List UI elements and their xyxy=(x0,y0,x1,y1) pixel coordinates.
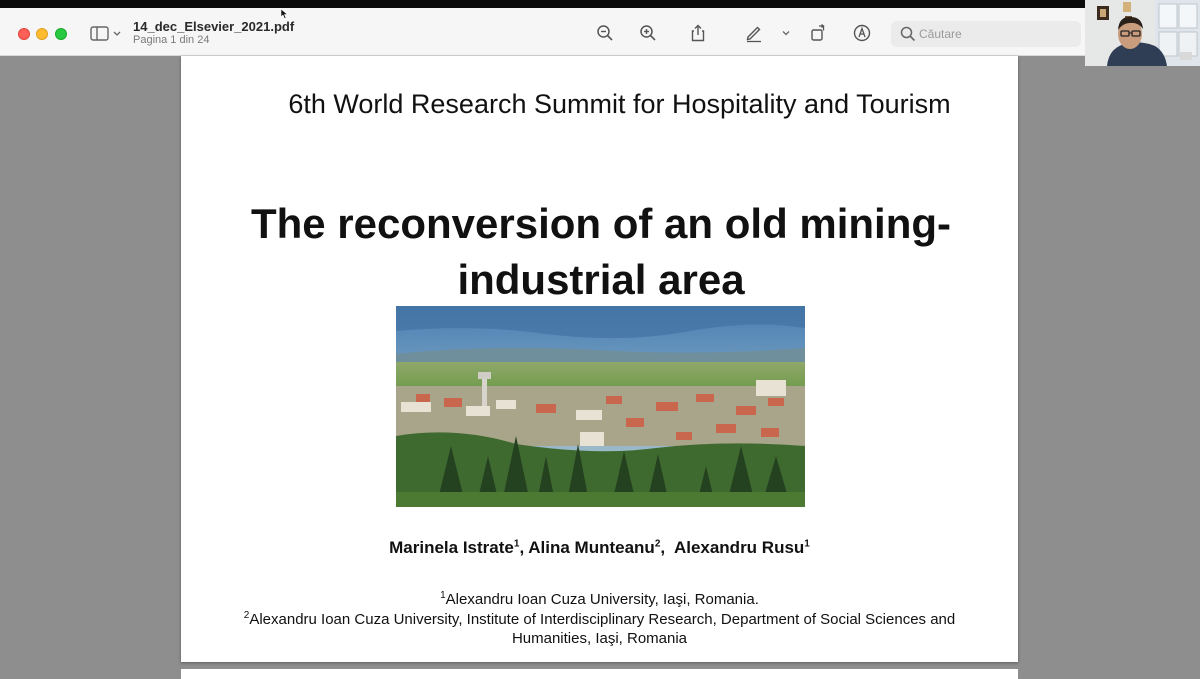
share-icon xyxy=(688,23,708,43)
title-line-1: The reconversion of an old mining- xyxy=(250,200,952,247)
rotate-button[interactable] xyxy=(808,23,828,43)
author-affiliation-mark: 1 xyxy=(513,538,520,550)
toolbar xyxy=(0,8,1200,56)
author-name: Alexandru Rusu xyxy=(673,538,805,557)
sidebar-toggle-button[interactable] xyxy=(90,24,122,44)
mouse-cursor-icon xyxy=(281,9,289,19)
pdf-page xyxy=(181,56,1018,662)
affiliation-text: Alexandru Ioan Cuza University, Institute of Interdisciplinary Research, Department of Social Sciences and Humanities, Iaşi, Romania xyxy=(249,611,956,647)
screen-top-band xyxy=(0,0,1200,8)
page-indicator: Pagina 1 din 24 xyxy=(133,34,210,46)
zoom-out-button[interactable] xyxy=(595,23,615,43)
markup-menu-button[interactable] xyxy=(776,23,796,43)
conference-title: 6th World Research Summit for Hospitality and Tourism xyxy=(288,89,951,119)
zoom-in-icon xyxy=(638,23,658,43)
search-field[interactable] xyxy=(891,21,1081,47)
document-title: 14_dec_Elsevier_2021.pdf xyxy=(133,19,295,34)
zoom-in-button[interactable] xyxy=(638,23,658,43)
title-line-2: industrial area xyxy=(457,256,745,303)
search-placeholder: Căutare xyxy=(919,27,962,41)
next-pdf-page xyxy=(181,669,1018,679)
markup-pencil-icon xyxy=(744,23,764,43)
town-landscape-photo xyxy=(396,306,805,507)
affiliation-text: Alexandru Ioan Cuza University, Iaşi, Romania. xyxy=(445,591,759,608)
affiliation-mark: 1 xyxy=(440,590,446,601)
affiliation-2 xyxy=(211,606,988,648)
author-name: Marinela Istrate xyxy=(389,538,514,557)
affiliation-mark: 2 xyxy=(243,610,250,621)
webcam-video-image xyxy=(1085,0,1200,66)
author-name: Alina Munteanu xyxy=(528,538,655,557)
chevron-down-icon xyxy=(776,23,796,43)
minimize-window-button[interactable] xyxy=(36,28,48,40)
markup-button[interactable] xyxy=(744,23,764,43)
presentation-title xyxy=(241,196,961,308)
share-button[interactable] xyxy=(688,23,708,43)
sidebar-icon xyxy=(90,24,122,44)
annotate-button[interactable] xyxy=(852,23,872,43)
maximize-window-button[interactable] xyxy=(55,28,67,40)
search-icon xyxy=(899,25,917,43)
author-affiliation-mark: 1 xyxy=(804,538,810,550)
webcam-overlay xyxy=(1085,0,1200,66)
rotate-icon xyxy=(808,23,828,43)
author-affiliation-mark: 2 xyxy=(654,538,661,550)
annotate-icon xyxy=(852,23,872,43)
zoom-out-icon xyxy=(595,23,615,43)
author-list: Marinela Istrate$^1$, Alina Munteanu$^2$, Alexandru Rusu$^1$ xyxy=(389,538,810,557)
close-window-button[interactable] xyxy=(18,28,30,40)
